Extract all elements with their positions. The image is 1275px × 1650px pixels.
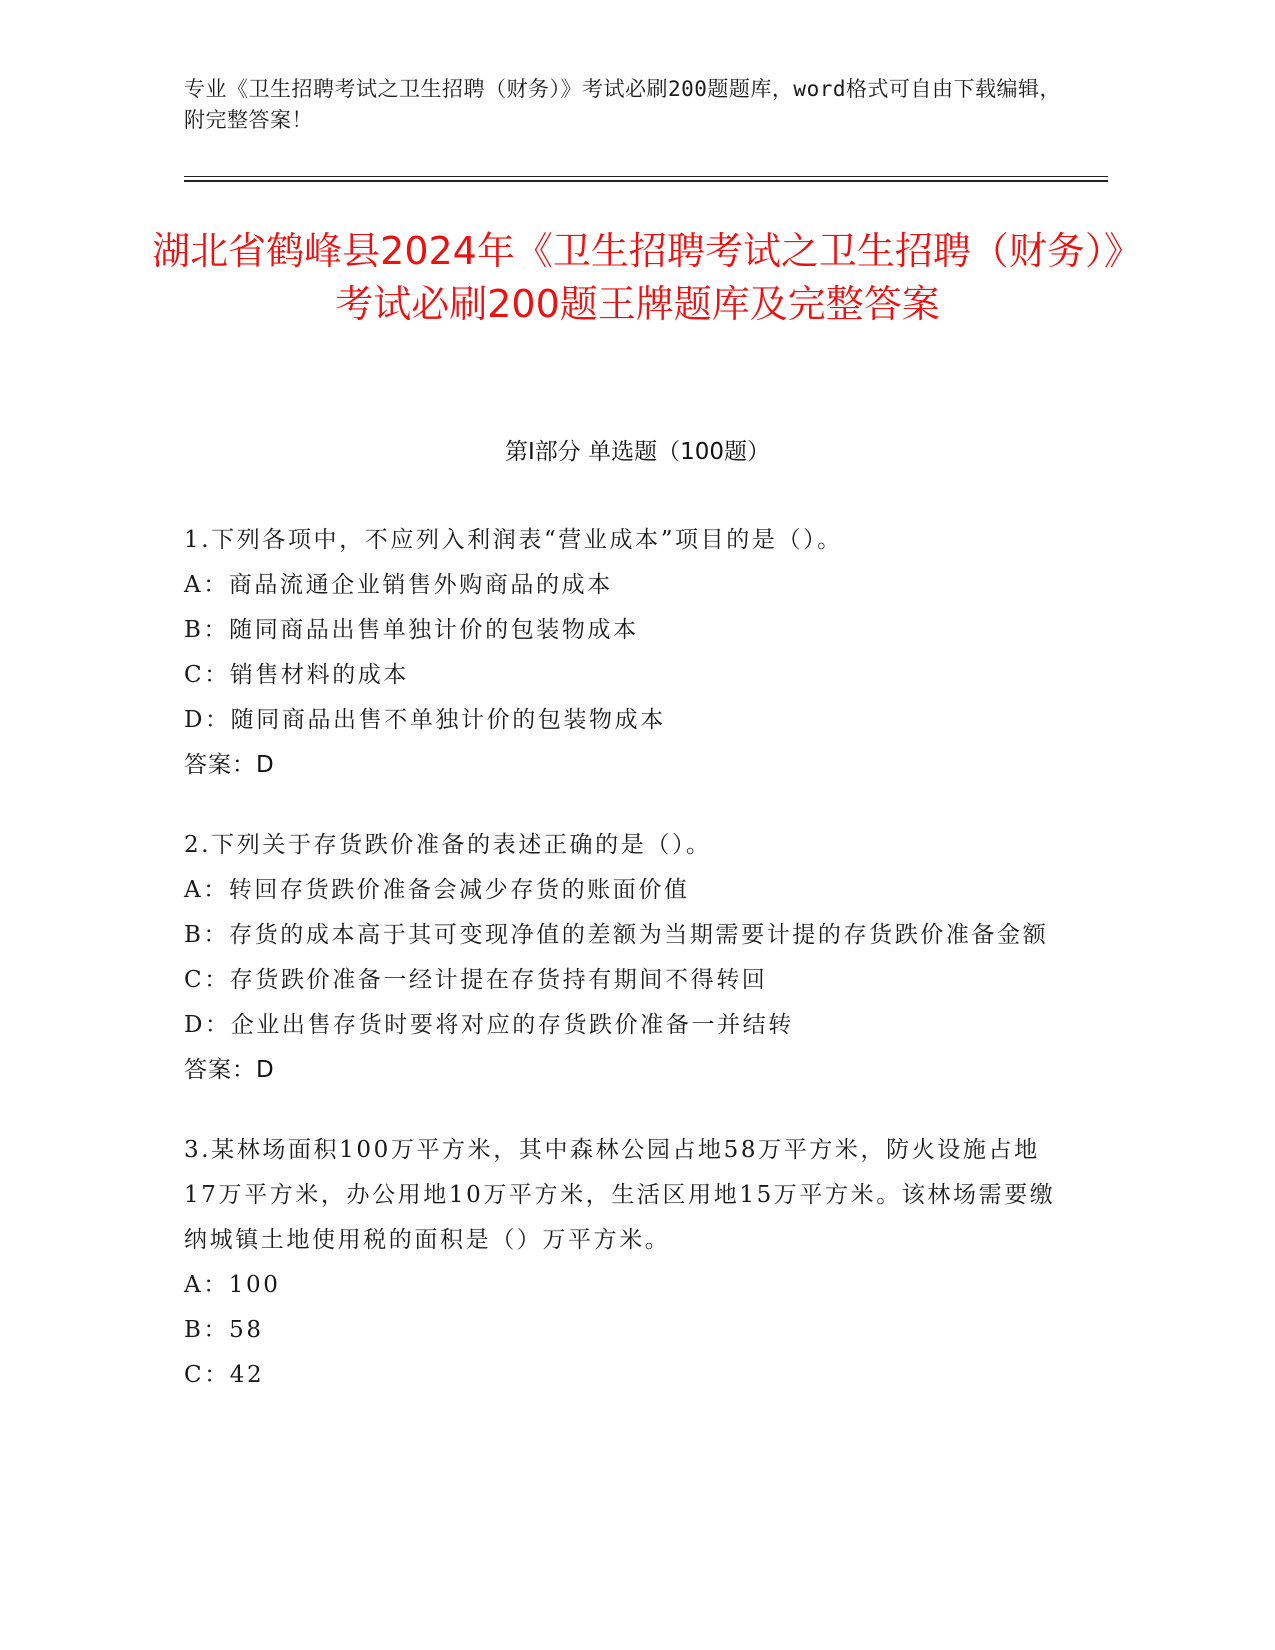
option-a: A：100: [184, 1272, 281, 1298]
question-stem: 1.下列各项中，不应列入利润表“营业成本”项目的是（）。: [184, 527, 843, 553]
question-stem: 2.下列关于存货跌价准备的表述正确的是（）。: [184, 832, 712, 858]
header-divider-thick: [184, 180, 1108, 182]
option-b: B：58: [184, 1317, 264, 1343]
section-title: 第Ⅰ部分 单选题（100题）: [505, 439, 770, 465]
question-3: [184, 1128, 1064, 1398]
option-d: D：企业出售存货时要将对应的存货跌价准备一并结转: [184, 1012, 794, 1038]
option-a: A：商品流通企业销售外购商品的成本: [184, 572, 613, 598]
option-b: B：存货的成本高于其可变现净值的差额为当期需要计提的存货跌价准备金额: [184, 922, 1049, 948]
option-a: A：转回存货跌价准备会减少存货的账面价值: [184, 877, 690, 903]
option-b: B：随同商品出售单独计价的包装物成本: [184, 617, 639, 643]
question-stem: 3.某林场面积100万平方米，其中森林公园占地58万平方米，防火设施占地17万平方米，办公用地10万平方米，生活区用地15万平方米。该林场需要缴纳城镇土地使用税的面积是（）万平方米。: [184, 1137, 1056, 1253]
answer: 答案：D: [184, 1057, 275, 1083]
option-c: C：存货跌价准备一经计提在存货持有期间不得转回: [184, 967, 768, 993]
answer: 答案：D: [184, 752, 275, 778]
header-divider-thin: [184, 176, 1108, 177]
option-d: D：随同商品出售不单独计价的包装物成本: [184, 707, 666, 733]
option-c: C：42: [184, 1362, 265, 1388]
question-2: [184, 823, 1064, 1093]
question-list: [184, 518, 1064, 1433]
question-1: [184, 518, 1064, 788]
document-title: 湖北省鹤峰县2024年《卫生招聘考试之卫生招聘（财务）》考试必刷200题王牌题库及完整答案: [152, 229, 1123, 326]
option-c: C：销售材料的成本: [184, 662, 409, 688]
header-note: 专业《卫生招聘考试之卫生招聘（财务）》考试必刷200题题库，word格式可自由下载编辑，附完整答案！: [184, 77, 1061, 132]
